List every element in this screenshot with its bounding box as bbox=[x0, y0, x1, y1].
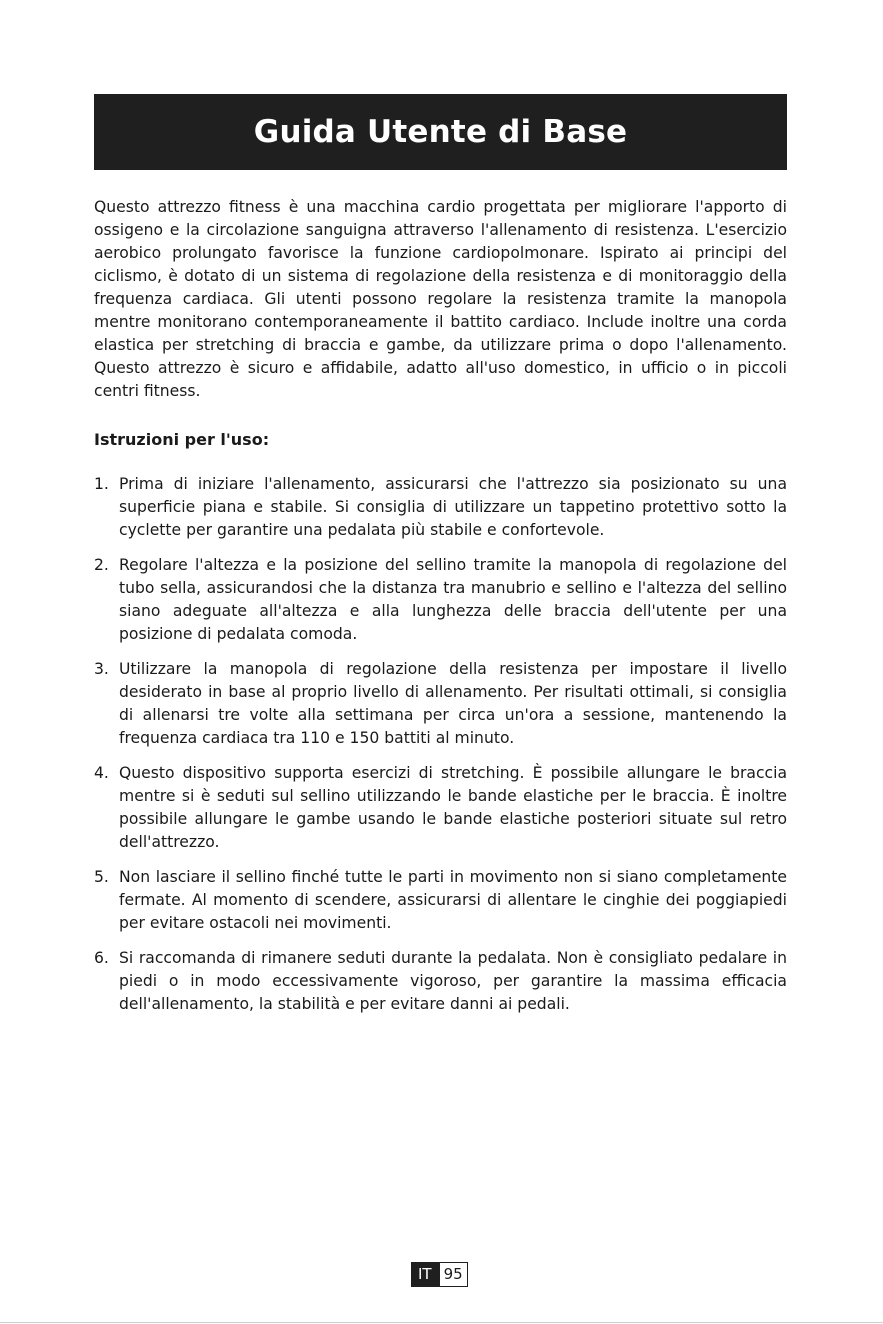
page-footer bbox=[411, 1262, 468, 1287]
instructions-heading: Istruzioni per l'uso: bbox=[94, 430, 270, 449]
step-text: Non lasciare il sellino finché tutte le parti in movimento non si siano completamente fermate. Al momento di scendere, assicurarsi di allentare le cinghie dei poggiapiedi per evitare ostacoli nei movimenti. bbox=[119, 868, 787, 932]
page-number: 95 bbox=[439, 1262, 468, 1287]
instruction-step-4 bbox=[94, 762, 787, 854]
step-text: Prima di iniziare l'allenamento, assicurarsi che l'attrezzo sia posizionato su una superficie piana e stabile. Si consiglia di utilizzare un tappetino protettivo sotto la cyclette per garantire una pedalata più stabile e confortevole. bbox=[119, 475, 787, 539]
instruction-step-1 bbox=[94, 473, 787, 542]
step-number: 1. bbox=[94, 475, 109, 493]
bottom-divider bbox=[0, 1322, 883, 1323]
step-text: Utilizzare la manopola di regolazione della resistenza per impostare il livello desiderato in base al proprio livello di allenamento. Per risultati ottimali, si consiglia di allenarsi tre volte alla settimana per circa un'ora a sessione, mantenendo la frequenza cardiaca tra 110 e 150 battiti al minuto. bbox=[119, 660, 787, 747]
step-number: 6. bbox=[94, 949, 109, 967]
step-number: 4. bbox=[94, 764, 109, 782]
intro-paragraph: Questo attrezzo fitness è una macchina cardio progettata per migliorare l'apporto di ossigeno e la circolazione sanguigna attraverso l'allenamento di resistenza. L'esercizio aerobico prolungato favorisce la funzione cardiopolmonare. Ispirato ai principi del ciclismo, è dotato di un sistema di regolazione della resistenza e di monitoraggio della frequenza cardiaca. Gli utenti possono regolare la resistenza tramite la manopola mentre monitorano contemporaneamente il battito cardiaco. Include inoltre una corda elastica per stretching di braccia e gambe, da utilizzare prima o dopo l'allenamento. Questo attrezzo è sicuro e affidabile, adatto all'uso domestico, in ufficio o in piccoli centri fitness. bbox=[94, 198, 787, 400]
step-number: 3. bbox=[94, 660, 109, 678]
step-text: Regolare l'altezza e la posizione del sellino tramite la manopola di regolazione del tubo sella, assicurandosi che la distanza tra manubrio e sellino e l'altezza del sellino siano adeguate all'altezza e alla lunghezza delle braccia dell'utente per una posizione di pedalata comoda. bbox=[119, 556, 787, 643]
instruction-step-6 bbox=[94, 947, 787, 1016]
title-banner bbox=[94, 94, 787, 170]
step-text: Si raccomanda di rimanere seduti durante la pedalata. Non è consigliato pedalare in piedi o in modo eccessivamente vigoroso, per garantire la massima efficacia dell'allenamento, la stabilità e per evitare danni ai pedali. bbox=[119, 949, 787, 1013]
language-tag: IT bbox=[411, 1262, 439, 1287]
step-number: 5. bbox=[94, 868, 109, 886]
step-text: Questo dispositivo supporta esercizi di stretching. È possibile allungare le braccia mentre si è seduti sul sellino utilizzando le bande elastiche per le braccia. È inoltre possibile allungare le gambe usando le bande elastiche posteriori situate sul retro dell'attrezzo. bbox=[119, 764, 787, 851]
instruction-step-3 bbox=[94, 658, 787, 750]
page-title: Guida Utente di Base bbox=[253, 114, 628, 150]
instruction-step-2 bbox=[94, 554, 787, 646]
instructions-list bbox=[94, 473, 787, 1028]
instruction-step-5 bbox=[94, 866, 787, 935]
step-number: 2. bbox=[94, 556, 109, 574]
